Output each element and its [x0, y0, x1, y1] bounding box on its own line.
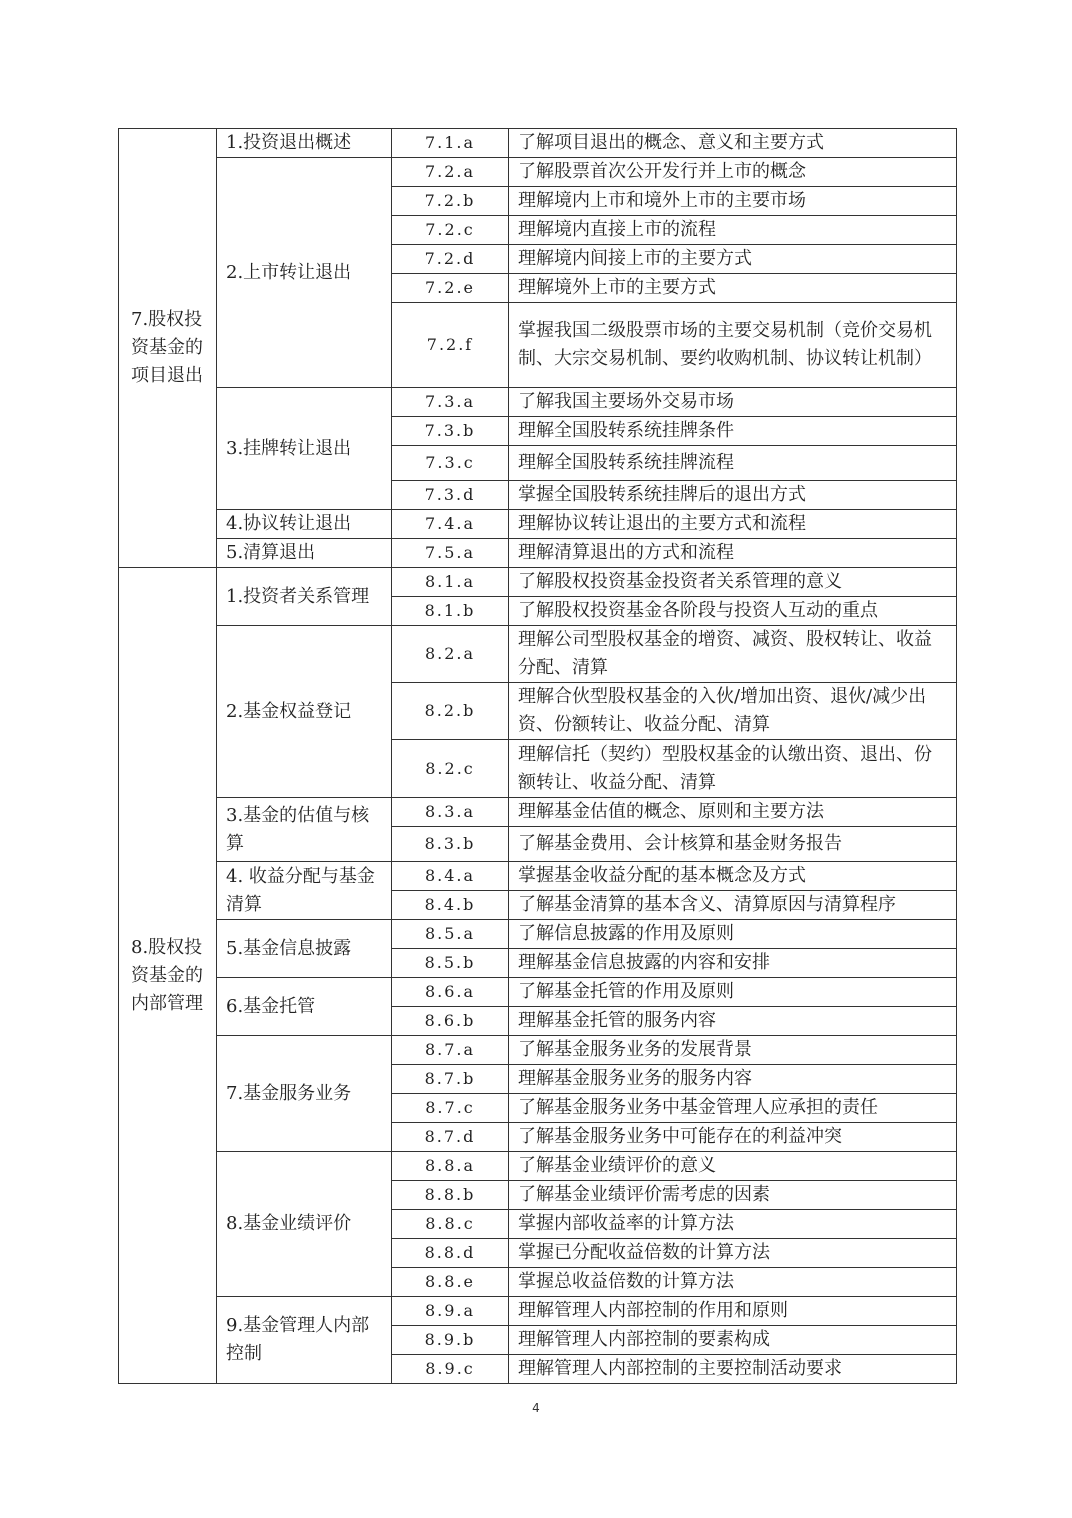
section-title: 5.清算退出 [217, 539, 392, 568]
item-code: 8.8.d [392, 1239, 509, 1268]
item-requirement: 理解境外上市的主要方式 [509, 274, 957, 303]
item-code: 8.7.c [392, 1094, 509, 1123]
table-row [119, 626, 957, 683]
item-requirement: 了解基金费用、会计核算和基金财务报告 [509, 827, 957, 862]
item-code: 8.4.a [392, 862, 509, 891]
chapter-title: 7.股权投资基金的项目退出 [119, 129, 217, 568]
item-code: 8.5.b [392, 949, 509, 978]
item-requirement: 了解基金业绩评价需考虑的因素 [509, 1181, 957, 1210]
item-code: 7.3.a [392, 388, 509, 417]
section-title: 3.挂牌转让退出 [217, 388, 392, 510]
item-code: 8.6.a [392, 978, 509, 1007]
section-title: 3.基金的估值与核算 [217, 798, 392, 862]
section-title: 5.基金信息披露 [217, 920, 392, 978]
table-row [119, 798, 957, 827]
item-code: 8.8.b [392, 1181, 509, 1210]
item-code: 8.8.a [392, 1152, 509, 1181]
item-requirement: 了解基金清算的基本含义、清算原因与清算程序 [509, 891, 957, 920]
item-code: 8.2.c [392, 740, 509, 798]
section-title: 4. 收益分配与基金清算 [217, 862, 392, 920]
item-code: 7.2.b [392, 187, 509, 216]
item-requirement: 了解信息披露的作用及原则 [509, 920, 957, 949]
syllabus-table [118, 128, 957, 1384]
section-title: 7.基金服务业务 [217, 1036, 392, 1152]
item-code: 8.2.a [392, 626, 509, 683]
item-code: 8.9.b [392, 1326, 509, 1355]
item-code: 8.8.c [392, 1210, 509, 1239]
item-requirement: 掌握内部收益率的计算方法 [509, 1210, 957, 1239]
item-requirement: 理解协议转让退出的主要方式和流程 [509, 510, 957, 539]
table-row [119, 920, 957, 949]
table-row [119, 158, 957, 187]
table-row [119, 568, 957, 597]
item-requirement: 了解基金业绩评价的意义 [509, 1152, 957, 1181]
item-requirement: 掌握总收益倍数的计算方法 [509, 1268, 957, 1297]
item-code: 8.7.b [392, 1065, 509, 1094]
table-row [119, 510, 957, 539]
item-requirement: 了解基金服务业务中基金管理人应承担的责任 [509, 1094, 957, 1123]
item-requirement: 了解基金服务业务中可能存在的利益冲突 [509, 1123, 957, 1152]
item-requirement: 理解基金信息披露的内容和安排 [509, 949, 957, 978]
item-code: 8.9.a [392, 1297, 509, 1326]
table-row [119, 539, 957, 568]
item-code: 8.3.b [392, 827, 509, 862]
item-requirement: 掌握我国二级股票市场的主要交易机制（竞价交易机制、大宗交易机制、要约收购机制、协议转让机制） [509, 303, 957, 388]
item-requirement: 理解管理人内部控制的作用和原则 [509, 1297, 957, 1326]
item-requirement: 理解全国股转系统挂牌条件 [509, 417, 957, 446]
item-requirement: 理解境内直接上市的流程 [509, 216, 957, 245]
table-row [119, 388, 957, 417]
item-code: 8.7.a [392, 1036, 509, 1065]
chapter-title: 8.股权投资基金的内部管理 [119, 568, 217, 1384]
section-title: 9.基金管理人内部控制 [217, 1297, 392, 1384]
item-requirement: 了解项目退出的概念、意义和主要方式 [509, 129, 957, 158]
item-requirement: 理解管理人内部控制的主要控制活动要求 [509, 1355, 957, 1384]
section-title: 6.基金托管 [217, 978, 392, 1036]
item-requirement: 掌握基金收益分配的基本概念及方式 [509, 862, 957, 891]
item-code: 7.2.a [392, 158, 509, 187]
section-title: 8.基金业绩评价 [217, 1152, 392, 1297]
item-code: 7.3.c [392, 446, 509, 481]
item-code: 8.3.a [392, 798, 509, 827]
item-code: 7.2.f [392, 303, 509, 388]
item-code: 7.4.a [392, 510, 509, 539]
section-title: 2.基金权益登记 [217, 626, 392, 798]
item-requirement: 了解股权投资基金投资者关系管理的意义 [509, 568, 957, 597]
item-requirement: 理解境内上市和境外上市的主要市场 [509, 187, 957, 216]
item-requirement: 掌握已分配收益倍数的计算方法 [509, 1239, 957, 1268]
item-code: 7.3.d [392, 481, 509, 510]
item-code: 8.2.b [392, 683, 509, 740]
item-code: 8.1.b [392, 597, 509, 626]
item-code: 7.1.a [392, 129, 509, 158]
section-title: 2.上市转让退出 [217, 158, 392, 388]
item-code: 7.2.c [392, 216, 509, 245]
item-requirement: 理解基金托管的服务内容 [509, 1007, 957, 1036]
item-code: 7.2.d [392, 245, 509, 274]
table-row [119, 862, 957, 891]
table-row [119, 1297, 957, 1326]
item-code: 8.4.b [392, 891, 509, 920]
item-requirement: 了解基金服务业务的发展背景 [509, 1036, 957, 1065]
item-requirement: 理解合伙型股权基金的入伙/增加出资、退伙/减少出资、份额转让、收益分配、清算 [509, 683, 957, 740]
item-requirement: 理解管理人内部控制的要素构成 [509, 1326, 957, 1355]
item-code: 7.2.e [392, 274, 509, 303]
item-requirement: 了解股票首次公开发行并上市的概念 [509, 158, 957, 187]
item-code: 8.9.c [392, 1355, 509, 1384]
item-requirement: 理解公司型股权基金的增资、减资、股权转让、收益分配、清算 [509, 626, 957, 683]
item-code: 7.3.b [392, 417, 509, 446]
item-code: 8.6.b [392, 1007, 509, 1036]
item-requirement: 理解全国股转系统挂牌流程 [509, 446, 957, 481]
table-row [119, 1152, 957, 1181]
item-requirement: 理解境内间接上市的主要方式 [509, 245, 957, 274]
table-row [119, 978, 957, 1007]
item-requirement: 了解基金托管的作用及原则 [509, 978, 957, 1007]
item-code: 8.1.a [392, 568, 509, 597]
item-requirement: 了解我国主要场外交易市场 [509, 388, 957, 417]
item-requirement: 掌握全国股转系统挂牌后的退出方式 [509, 481, 957, 510]
item-code: 8.5.a [392, 920, 509, 949]
item-requirement: 理解清算退出的方式和流程 [509, 539, 957, 568]
item-requirement: 理解基金估值的概念、原则和主要方法 [509, 798, 957, 827]
item-code: 7.5.a [392, 539, 509, 568]
item-requirement: 理解基金服务业务的服务内容 [509, 1065, 957, 1094]
page-number: 4 [532, 1401, 540, 1415]
table-row [119, 129, 957, 158]
section-title: 1.投资退出概述 [217, 129, 392, 158]
section-title: 4.协议转让退出 [217, 510, 392, 539]
item-code: 8.7.d [392, 1123, 509, 1152]
section-title: 1.投资者关系管理 [217, 568, 392, 626]
table-row [119, 1036, 957, 1065]
item-code: 8.8.e [392, 1268, 509, 1297]
item-requirement: 理解信托（契约）型股权基金的认缴出资、退出、份额转让、收益分配、清算 [509, 740, 957, 798]
item-requirement: 了解股权投资基金各阶段与投资人互动的重点 [509, 597, 957, 626]
